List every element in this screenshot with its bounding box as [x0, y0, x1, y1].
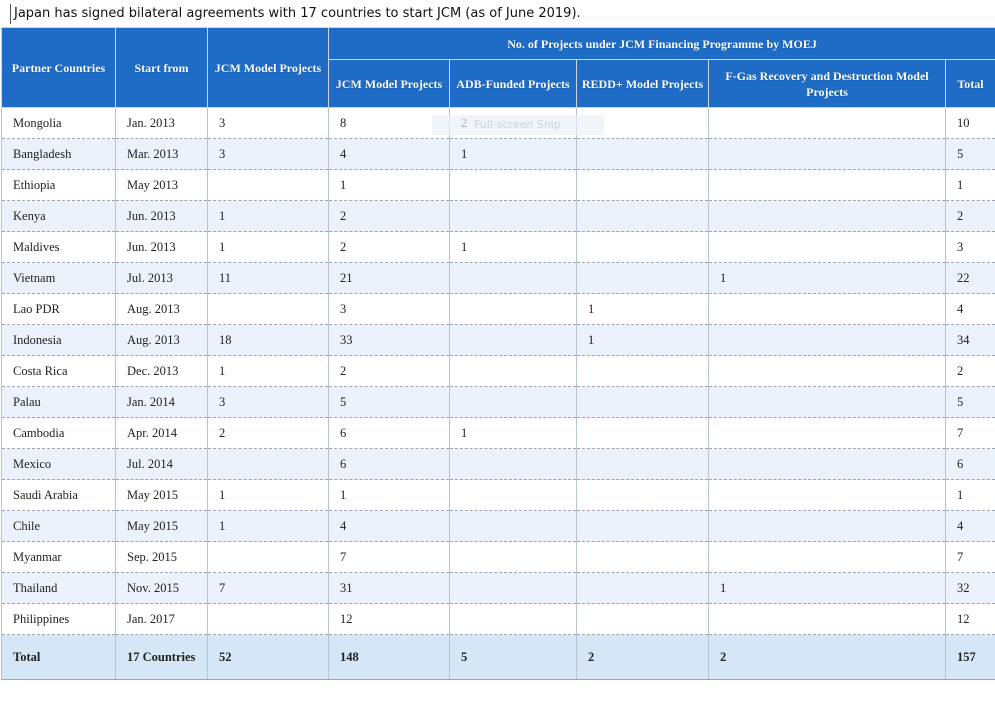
cell-fgas [709, 604, 946, 635]
cell-country: Costa Rica [2, 356, 116, 387]
cell-country: Mongolia [2, 108, 116, 139]
col-header-adb-funded: ADB-Funded Projects [450, 60, 577, 108]
cell-moej-jcm: 33 [329, 325, 450, 356]
cell-moej-jcm: 3 [329, 294, 450, 325]
cell-adb [450, 511, 577, 542]
col-header-fgas: F-Gas Recovery and Destruction Model Projects [709, 60, 946, 108]
cell-jcm: 1 [208, 480, 329, 511]
table-row [2, 139, 995, 170]
cell-fgas [709, 542, 946, 573]
cell-jcm: 1 [208, 201, 329, 232]
table-row [2, 232, 995, 263]
total-label: Total [2, 635, 116, 680]
cell-redd [577, 263, 709, 294]
cell-country: Bangladesh [2, 139, 116, 170]
total-row [2, 635, 995, 680]
table-row [2, 294, 995, 325]
table-row [2, 263, 995, 294]
cell-country: Philippines [2, 604, 116, 635]
cell-moej-jcm: 7 [329, 542, 450, 573]
cell-start: Jul. 2013 [116, 263, 208, 294]
total-moej-jcm: 148 [329, 635, 450, 680]
cell-redd [577, 356, 709, 387]
cell-fgas [709, 511, 946, 542]
cell-total: 5 [946, 139, 995, 170]
cell-adb: 1 [450, 139, 577, 170]
cell-fgas [709, 387, 946, 418]
col-header-redd-model: REDD+ Model Projects [577, 60, 709, 108]
col-header-start-from: Start from [116, 28, 208, 108]
cell-adb [450, 294, 577, 325]
table-body [2, 108, 995, 635]
cell-country: Thailand [2, 573, 116, 604]
cell-fgas [709, 449, 946, 480]
table-row [2, 356, 995, 387]
cell-start: Mar. 2013 [116, 139, 208, 170]
cell-moej-jcm: 6 [329, 418, 450, 449]
cell-country: Kenya [2, 201, 116, 232]
cell-country: Palau [2, 387, 116, 418]
cell-adb [450, 201, 577, 232]
col-header-moej-jcm-model: JCM Model Projects [329, 60, 450, 108]
cell-fgas [709, 294, 946, 325]
cell-total: 6 [946, 449, 995, 480]
cell-total: 2 [946, 356, 995, 387]
cell-redd: 1 [577, 294, 709, 325]
col-header-jcm-model-projects: JCM Model Projects [208, 28, 329, 108]
cell-start: May 2015 [116, 480, 208, 511]
cell-jcm: 3 [208, 387, 329, 418]
table-row [2, 480, 995, 511]
table-row [2, 604, 995, 635]
cell-jcm: 18 [208, 325, 329, 356]
cell-moej-jcm: 31 [329, 573, 450, 604]
cell-start: Jan. 2014 [116, 387, 208, 418]
cell-fgas [709, 232, 946, 263]
cell-fgas: 1 [709, 263, 946, 294]
cell-total: 7 [946, 418, 995, 449]
table-row [2, 387, 995, 418]
cell-start: Sep. 2015 [116, 542, 208, 573]
cell-total: 1 [946, 170, 995, 201]
cell-start: Aug. 2013 [116, 325, 208, 356]
cell-fgas [709, 108, 946, 139]
cell-redd [577, 418, 709, 449]
cell-redd [577, 387, 709, 418]
table-row [2, 201, 995, 232]
table-caption: Japan has signed bilateral agreements with 17 countries to start JCM (as of June 2019). [10, 4, 990, 24]
table-row [2, 170, 995, 201]
total-fgas: 2 [709, 635, 946, 680]
cell-total: 3 [946, 232, 995, 263]
total-adb: 5 [450, 635, 577, 680]
cell-total: 12 [946, 604, 995, 635]
cell-moej-jcm: 4 [329, 511, 450, 542]
cell-country: Ethiopia [2, 170, 116, 201]
cell-adb [450, 573, 577, 604]
cell-start: May 2015 [116, 511, 208, 542]
cell-moej-jcm: 2 [329, 201, 450, 232]
cell-start: Jun. 2013 [116, 232, 208, 263]
cell-redd [577, 232, 709, 263]
cell-adb [450, 542, 577, 573]
cell-jcm: 11 [208, 263, 329, 294]
cell-start: Aug. 2013 [116, 294, 208, 325]
cell-country: Saudi Arabia [2, 480, 116, 511]
table-row [2, 542, 995, 573]
cell-fgas: 1 [709, 573, 946, 604]
cell-moej-jcm: 1 [329, 170, 450, 201]
table-row [2, 418, 995, 449]
cell-country: Chile [2, 511, 116, 542]
cell-total: 5 [946, 387, 995, 418]
cell-redd [577, 449, 709, 480]
cell-adb [450, 480, 577, 511]
cell-start: Nov. 2015 [116, 573, 208, 604]
cell-adb [450, 449, 577, 480]
cell-jcm [208, 294, 329, 325]
cell-fgas [709, 201, 946, 232]
cell-total: 1 [946, 480, 995, 511]
cell-redd [577, 573, 709, 604]
cell-adb [450, 170, 577, 201]
cell-country: Maldives [2, 232, 116, 263]
cell-country: Vietnam [2, 263, 116, 294]
cell-total: 7 [946, 542, 995, 573]
cell-jcm [208, 170, 329, 201]
cell-moej-jcm: 5 [329, 387, 450, 418]
cell-fgas [709, 139, 946, 170]
cell-total: 10 [946, 108, 995, 139]
cell-jcm: 3 [208, 108, 329, 139]
cell-moej-jcm: 2 [329, 232, 450, 263]
cell-jcm: 7 [208, 573, 329, 604]
cell-moej-jcm: 12 [329, 604, 450, 635]
cell-total: 4 [946, 294, 995, 325]
cell-jcm [208, 449, 329, 480]
table-row [2, 511, 995, 542]
total-sum: 157 [946, 635, 995, 680]
table-row [2, 573, 995, 604]
cell-total: 2 [946, 201, 995, 232]
cell-start: May 2013 [116, 170, 208, 201]
cell-fgas [709, 418, 946, 449]
cell-start: Jul. 2014 [116, 449, 208, 480]
cell-moej-jcm: 6 [329, 449, 450, 480]
cell-country: Mexico [2, 449, 116, 480]
cell-redd [577, 604, 709, 635]
col-header-total: Total [946, 60, 995, 108]
cell-country: Cambodia [2, 418, 116, 449]
cell-jcm [208, 542, 329, 573]
cell-adb: 1 [450, 232, 577, 263]
cell-total: 22 [946, 263, 995, 294]
cell-start: Jun. 2013 [116, 201, 208, 232]
cell-adb [450, 356, 577, 387]
cell-redd: 1 [577, 325, 709, 356]
cell-redd [577, 139, 709, 170]
cell-start: Jan. 2017 [116, 604, 208, 635]
cell-redd [577, 170, 709, 201]
cell-adb [450, 387, 577, 418]
cell-moej-jcm: 4 [329, 139, 450, 170]
cell-adb: 1 [450, 418, 577, 449]
cell-total: 34 [946, 325, 995, 356]
table-row [2, 325, 995, 356]
cell-fgas [709, 356, 946, 387]
cell-redd [577, 201, 709, 232]
cell-moej-jcm: 2 [329, 356, 450, 387]
total-redd: 2 [577, 635, 709, 680]
cell-adb [450, 325, 577, 356]
cell-jcm: 1 [208, 511, 329, 542]
cell-jcm: 3 [208, 139, 329, 170]
cell-redd [577, 480, 709, 511]
cell-total: 32 [946, 573, 995, 604]
cell-jcm [208, 604, 329, 635]
cell-start: Jan. 2013 [116, 108, 208, 139]
cell-country: Myanmar [2, 542, 116, 573]
cell-redd [577, 542, 709, 573]
cell-moej-jcm: 8 [329, 108, 450, 139]
cell-fgas [709, 480, 946, 511]
cell-start: Dec. 2013 [116, 356, 208, 387]
cell-moej-jcm: 1 [329, 480, 450, 511]
total-jcm: 52 [208, 635, 329, 680]
table-row [2, 449, 995, 480]
cell-moej-jcm: 21 [329, 263, 450, 294]
total-countries: 17 Countries [116, 635, 208, 680]
cell-adb [450, 263, 577, 294]
cell-fgas [709, 325, 946, 356]
cell-jcm: 1 [208, 356, 329, 387]
cell-fgas [709, 170, 946, 201]
snip-watermark: Full-screen Snip [432, 115, 604, 135]
cell-jcm: 2 [208, 418, 329, 449]
cell-jcm: 1 [208, 232, 329, 263]
col-header-partner-countries: Partner Countries [2, 28, 116, 108]
cell-country: Lao PDR [2, 294, 116, 325]
cell-start: Apr. 2014 [116, 418, 208, 449]
cell-adb [450, 604, 577, 635]
cell-redd [577, 511, 709, 542]
cell-country: Indonesia [2, 325, 116, 356]
col-header-financing-programme: No. of Projects under JCM Financing Programme by MOEJ [329, 28, 995, 60]
cell-total: 4 [946, 511, 995, 542]
